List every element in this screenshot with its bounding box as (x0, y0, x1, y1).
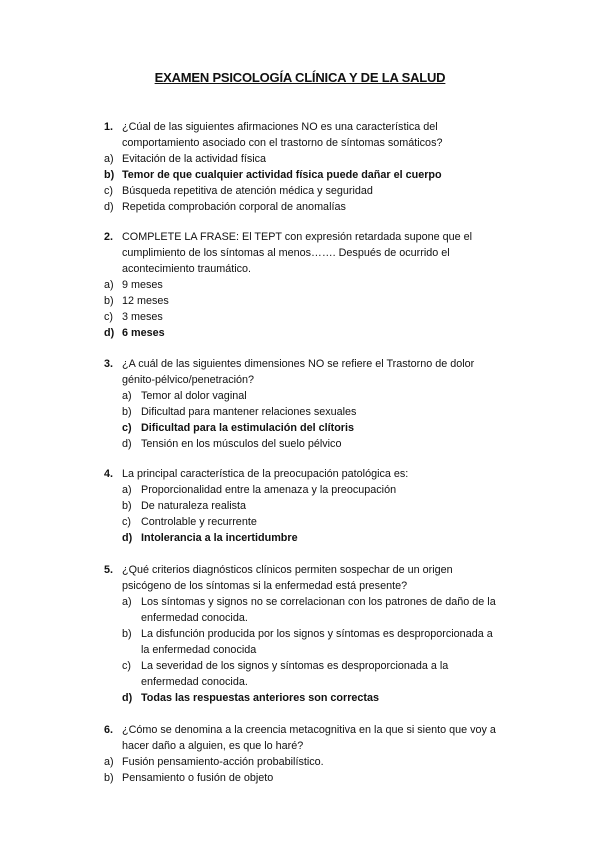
question-5 (104, 562, 504, 706)
question-number: 4. (104, 468, 114, 480)
question-stem (104, 562, 504, 594)
question-1 (104, 119, 504, 215)
option-d (104, 199, 504, 215)
option-c (104, 183, 504, 199)
question-4 (104, 466, 504, 546)
option-a (104, 594, 504, 626)
option-d-correct (104, 690, 504, 706)
option-list (104, 482, 504, 546)
option-text: 9 meses (122, 279, 163, 291)
question-stem (104, 356, 504, 388)
option-text: Dificultad para la estimulación del clítoris (141, 422, 354, 434)
option-letter: d) (104, 327, 115, 339)
question-number: 6. (104, 724, 114, 736)
question-number: 1. (104, 121, 114, 133)
option-c-correct (104, 420, 504, 436)
question-stem (104, 722, 504, 754)
option-letter: a) (122, 596, 132, 608)
option-letter: b) (104, 295, 114, 307)
question-text: ¿A cuál de las siguientes dimensiones NO se refiere el Trastorno de dolor génito-pélvico/penetración? (122, 358, 475, 386)
question-stem (104, 466, 504, 482)
option-letter: b) (122, 628, 132, 640)
option-b (104, 626, 504, 658)
option-text: De naturaleza realista (141, 500, 247, 512)
option-list (104, 277, 504, 341)
option-letter: a) (104, 153, 114, 165)
option-letter: a) (122, 390, 132, 402)
option-text: Fusión pensamiento-acción probabilístico. (122, 756, 324, 768)
option-c (104, 658, 504, 690)
option-d-correct (104, 530, 504, 546)
option-letter: c) (122, 516, 131, 528)
question-3 (104, 356, 504, 452)
option-a (104, 482, 504, 498)
question-text: COMPLETE LA FRASE: El TEPT con expresión retardada supone que el cumplimiento de los síntomas al menos……. Después de ocurrido el acontecimiento traumático. (122, 231, 473, 275)
option-letter: d) (104, 201, 114, 213)
option-letter: c) (122, 422, 132, 434)
option-text: Pensamiento o fusión de objeto (122, 772, 274, 784)
option-text: Todas las respuestas anteriores son correctas (141, 692, 380, 704)
option-letter: d) (122, 692, 133, 704)
option-text: Temor al dolor vaginal (141, 390, 247, 402)
option-a (104, 151, 504, 167)
option-letter: d) (122, 532, 133, 544)
option-letter: c) (122, 660, 131, 672)
option-text: Dificultad para mantener relaciones sexuales (141, 406, 357, 418)
option-text: Evitación de la actividad física (122, 153, 267, 165)
question-text: ¿Cúal de las siguientes afirmaciones NO es una característica del comportamiento asociado con el trastorno de síntomas somáticos? (122, 121, 443, 149)
option-c (104, 514, 504, 530)
option-letter: a) (104, 756, 114, 768)
question-stem (104, 119, 504, 151)
option-text: Los síntomas y signos no se correlacionan con los patrones de daño de la enfermedad conocida. (141, 596, 496, 624)
option-letter: b) (122, 406, 132, 418)
option-list (104, 754, 504, 786)
option-text: 6 meses (122, 327, 165, 339)
option-text: Intolerancia a la incertidumbre (141, 532, 298, 544)
option-text: Proporcionalidad entre la amenaza y la preocupación (141, 484, 397, 496)
option-d-correct (104, 325, 504, 341)
option-text: La severidad de los signos y síntomas es desproporcionada a la enfermedad conocida. (141, 660, 449, 688)
option-letter: b) (104, 169, 115, 181)
option-b (104, 404, 504, 420)
option-letter: a) (122, 484, 132, 496)
option-letter: d) (122, 438, 132, 450)
option-b-correct (104, 167, 504, 183)
option-letter: a) (104, 279, 114, 291)
question-number: 5. (104, 564, 114, 576)
question-text: La principal característica de la preocupación patológica es: (122, 468, 409, 480)
option-letter: b) (122, 500, 132, 512)
option-b (104, 293, 504, 309)
exam-title: EXAMEN PSICOLOGÍA CLÍNICA Y DE LA SALUD (154, 70, 446, 85)
option-b (104, 498, 504, 514)
option-text: Búsqueda repetitiva de atención médica y seguridad (122, 185, 373, 197)
option-a (104, 754, 504, 770)
question-6 (104, 722, 504, 786)
option-text: Temor de que cualquier actividad física puede dañar el cuerpo (122, 169, 442, 181)
question-text: ¿Cómo se denomina a la creencia metacognitiva en la que si siento que voy a hacer daño a alguien, es que lo haré? (122, 724, 496, 752)
option-text: Controlable y recurrente (141, 516, 257, 528)
option-text: La disfunción producida por los signos y síntomas es desproporcionada a la enfermedad conocida (141, 628, 493, 656)
question-number: 2. (104, 231, 114, 243)
option-letter: c) (104, 311, 113, 323)
option-text: 12 meses (122, 295, 169, 307)
option-text: Repetida comprobación corporal de anomalías (122, 201, 346, 213)
option-d (104, 436, 504, 452)
option-b (104, 770, 504, 786)
question-text: ¿Qué criterios diagnósticos clínicos permiten sospechar de un origen psicógeno de los síntomas si la enfermedad está presente? (122, 564, 453, 592)
question-stem (104, 229, 504, 277)
question-number: 3. (104, 358, 114, 370)
option-text: 3 meses (122, 311, 163, 323)
option-list (104, 151, 504, 215)
option-letter: c) (104, 185, 113, 197)
option-a (104, 277, 504, 293)
option-text: Tensión en los músculos del suelo pélvico (141, 438, 342, 450)
option-list (104, 594, 504, 706)
option-a (104, 388, 504, 404)
option-c (104, 309, 504, 325)
option-list (104, 388, 504, 452)
question-2 (104, 229, 504, 341)
option-letter: b) (104, 772, 114, 784)
